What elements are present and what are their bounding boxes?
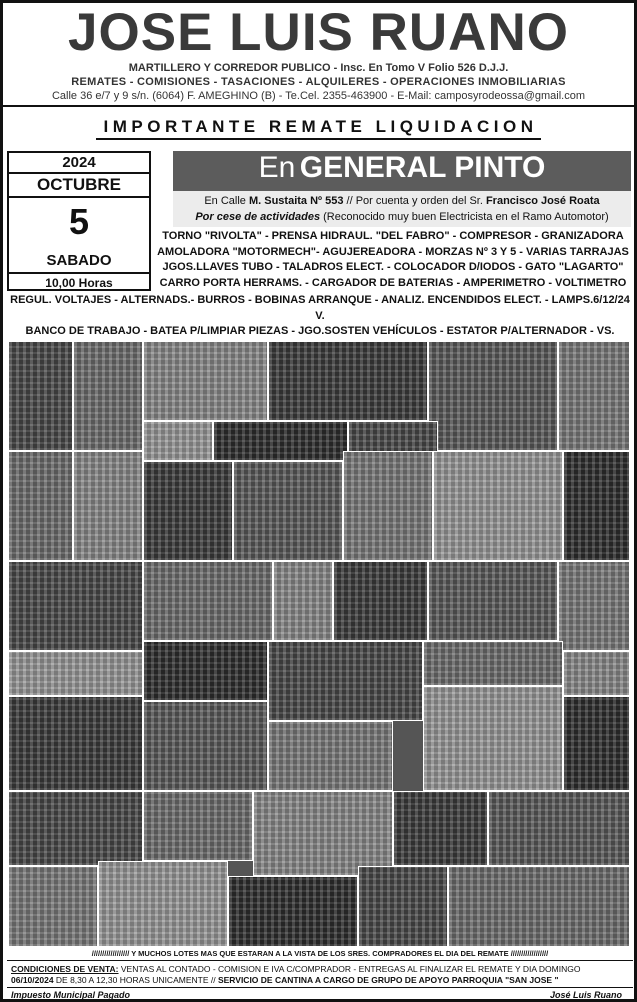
services-line: REMATES - COMISIONES - TASACIONES - ALQUILERES - OPERACIONES INMOBILIARIAS	[71, 76, 566, 88]
sale-note: (Reconocido muy buen Electricista en el Ramo Automotor)	[323, 211, 609, 223]
conditions-text: VENTAS AL CONTADO - COMISION E IVA C/COMPRADOR - ENTREGAS AL FINALIZAR EL REMATE Y DIA DOMINGO	[118, 964, 581, 974]
equipment-photo	[8, 451, 73, 561]
equipment-photo	[273, 561, 333, 641]
conditions-hours: DE 8,30 A 12,30 HORAS UNICAMENTE //	[53, 975, 218, 985]
date-year: 2024	[62, 154, 96, 171]
date-month: OCTUBRE	[9, 172, 149, 198]
items-line: CARRO PORTA HERRAMS. - CARGADOR DE BATERIAS - AMPERIMETRO - VOLTIMETRO	[159, 276, 627, 289]
equipment-photo	[73, 451, 143, 561]
equipment-photo	[448, 866, 630, 947]
items-line: JGOS.LLAVES TUBO - TALADROS ELECT. - COLOCADOR D/IODOS - GATO "LAGARTO"	[162, 261, 624, 273]
location-place: GENERAL PINTO	[299, 151, 546, 184]
auctioneer-name: JOSE LUIS RUANO	[68, 3, 569, 62]
equipment-photo	[428, 341, 558, 451]
date-day: 5	[68, 201, 90, 242]
items-line: REGUL. VOLTAJES - ALTERNADS.- BURROS - BOBINAS ARRANQUE - ANALIZ. ENCENDIDOS ELECT. - LAMPS.6/12/24 V.	[10, 294, 630, 322]
equipment-photo	[558, 341, 630, 451]
items-line: AMOLADORA "MOTORMECH"- AGUJEREADORA - MORZAS Nº 3 Y 5 - VARIAS TARRAJAS	[157, 245, 629, 258]
items-line: BANCO DE TRABAJO - BATEA P/LIMPIAR PIEZAS - JGO.SOSTEN VEHÍCULOS - ESTATOR P/ALTERNADOR - VS.	[25, 325, 615, 337]
equipment-photo	[423, 686, 563, 791]
auctioneer-registration: MARTILLERO Y CORREDOR PUBLICO - Insc. En Tomo V Folio 526 D.J.J.	[128, 62, 509, 74]
equipment-photo	[423, 641, 563, 686]
location-box	[173, 151, 631, 191]
equipment-photo	[8, 791, 143, 866]
photo-collage	[8, 341, 630, 947]
conditions-date: 06/10/2024	[11, 975, 54, 985]
address-connector: // Por cuenta y orden del Sr.	[346, 195, 483, 207]
equipment-photo	[143, 791, 253, 861]
equipment-photo	[343, 451, 433, 561]
equipment-photo	[143, 641, 268, 701]
cantina-service: SERVICIO DE CANTINA A CARGO DE GRUPO DE APOYO PARROQUIA "SAN JOSE "	[217, 975, 559, 985]
equipment-photo	[358, 866, 448, 947]
items-list-top	[153, 229, 633, 291]
sale-reason: Por cese de actividades	[195, 211, 321, 223]
equipment-photo	[213, 421, 348, 461]
address-prefix: En Calle	[204, 195, 246, 207]
tax-paid-note: Impuesto Municipal Pagado	[11, 990, 131, 1000]
equipment-photo	[253, 791, 393, 876]
equipment-photo	[563, 451, 630, 561]
location-address-line	[173, 193, 631, 209]
equipment-photo	[8, 341, 73, 451]
equipment-photo	[98, 861, 228, 947]
equipment-photo	[73, 341, 143, 451]
location-details	[173, 191, 631, 227]
date-weekday: SABADO	[9, 250, 149, 274]
equipment-photo	[143, 701, 268, 791]
equipment-photo	[433, 451, 563, 561]
items-line: TORNO "RIVOLTA" - PRENSA HIDRAUL. "DEL FABRO" - COMPRESOR - GRANIZADORA	[162, 230, 624, 242]
header	[3, 3, 634, 107]
equipment-photo	[268, 721, 393, 791]
equipment-photo	[8, 651, 143, 696]
signature: José Luis Ruano	[549, 990, 622, 1000]
equipment-photo	[488, 791, 630, 866]
equipment-photo	[143, 421, 213, 461]
more-lots-note: ////////////////// Y MUCHOS LOTES MAS QUE ESTARAN A LA VISTA DE LOS SRES. COMPRADORES EL DIA DEL REMATE //////////////////	[91, 949, 549, 958]
date-hour: 10,00 Horas	[45, 276, 113, 290]
equipment-photo	[8, 696, 143, 791]
equipment-photo	[8, 561, 143, 651]
equipment-photo	[563, 696, 630, 791]
equipment-photo	[143, 461, 233, 561]
equipment-photo	[143, 561, 273, 641]
date-box	[7, 151, 151, 291]
equipment-photo	[268, 341, 428, 421]
equipment-photo	[563, 651, 630, 696]
equipment-photo	[233, 461, 343, 561]
banner-text: IMPORTANTE REMATE LIQUIDACION	[96, 117, 542, 140]
location-prefix: En	[258, 151, 296, 184]
equipment-photo	[558, 561, 630, 651]
contact-line: Calle 36 e/7 y 9 s/n. (6064) F. AMEGHINO (B) - Te.Cel. 2355-463900 - E-Mail: camposyrodeossa@gmail.com	[51, 90, 586, 102]
address-street: M. Sustaita Nº 553	[248, 195, 344, 207]
equipment-photo	[268, 641, 423, 721]
equipment-photo	[228, 876, 358, 947]
owner-name: Francisco José Roata	[485, 195, 600, 207]
sale-conditions	[7, 960, 633, 988]
auction-banner	[3, 109, 634, 147]
equipment-photo	[333, 561, 428, 641]
equipment-photo	[143, 341, 268, 421]
location-reason-line	[173, 209, 631, 225]
conditions-label: CONDICIONES DE VENTA:	[11, 964, 119, 974]
equipment-photo	[428, 561, 558, 641]
equipment-photo	[393, 791, 488, 866]
equipment-photo	[8, 866, 98, 947]
